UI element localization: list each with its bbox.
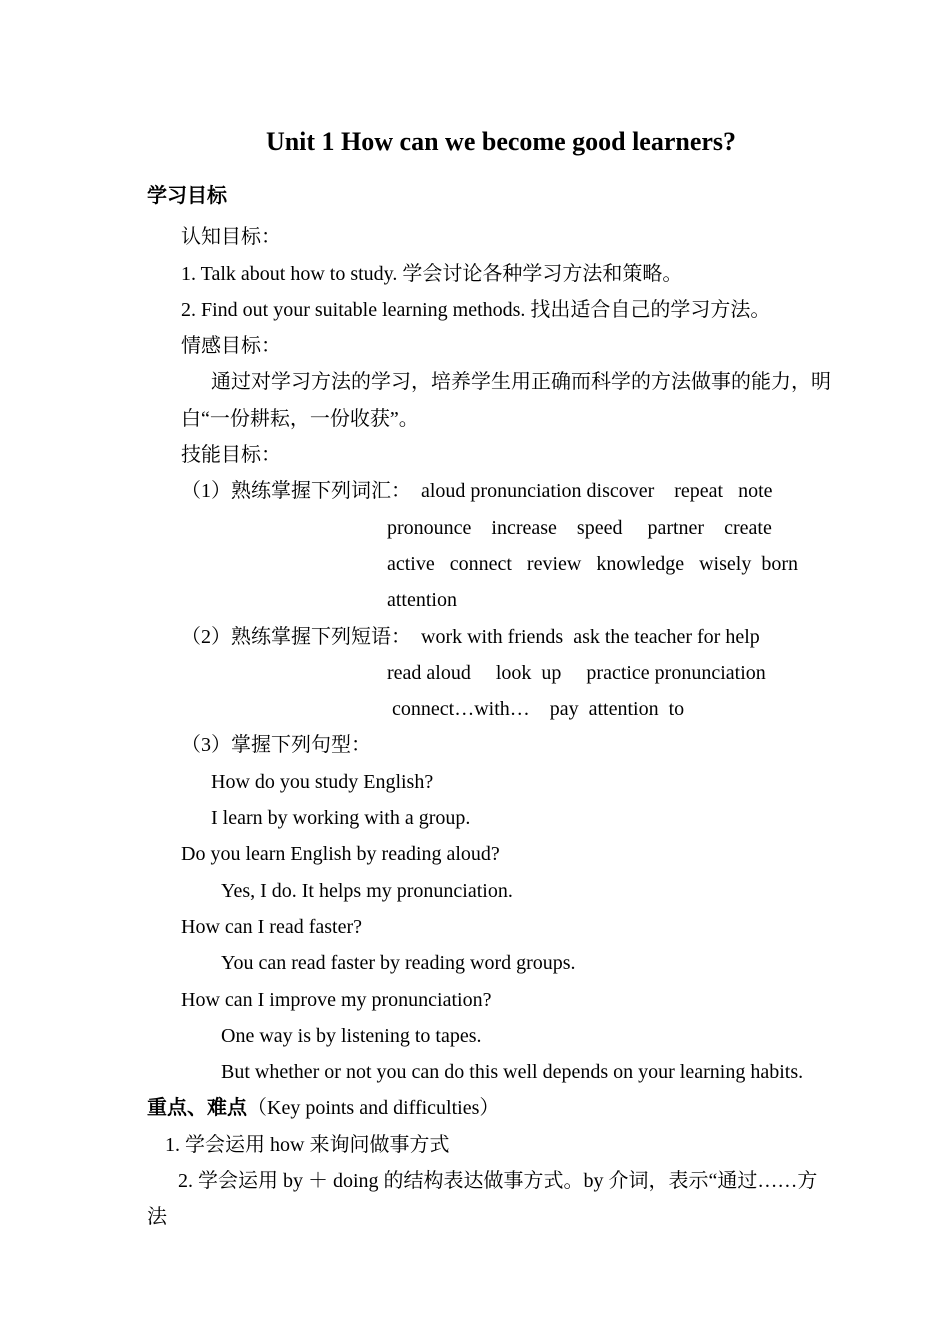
- emotional-goal-line: 通过对学习方法的学习，培养学生用正确而科学的方法做事的能力，明: [211, 371, 831, 394]
- vocab-list-label-line: （1）熟练掌握下列词汇： aloud pronunciation discover repeat note: [181, 480, 773, 503]
- keypoints-heading: [147, 1090, 855, 1126]
- vocab-list-line: active connect review knowledge wisely born: [387, 552, 798, 575]
- sentence-pattern: Yes, I do. It helps my pronunciation.: [221, 879, 513, 902]
- sentence-pattern: You can read faster by reading word groups.: [221, 952, 576, 975]
- cognitive-goal-item: 2. Find out your suitable learning methods. 找出适合自己的学习方法。: [181, 298, 771, 321]
- emotional-goal-line: 白“一份耕耘，一份收获”。: [181, 407, 419, 430]
- cognitive-goal-item: 1. Talk about how to study. 学会讨论各种学习方法和策略。: [181, 262, 683, 285]
- sentence-pattern: But whether or not you can do this well depends on your learning habits.: [221, 1061, 804, 1084]
- emotional-goals-heading: 情感目标：: [181, 335, 281, 358]
- sentence-pattern: How can I read faster?: [181, 915, 363, 938]
- keypoints-heading-bold: 重点、难点: [147, 1097, 247, 1120]
- sentence-pattern: How can I improve my pronunciation?: [181, 988, 492, 1011]
- sentence-pattern: Do you learn English by reading aloud?: [181, 843, 500, 866]
- sentence-pattern: One way is by listening to tapes.: [221, 1024, 482, 1047]
- document-title: Unit 1 How can we become good learners?: [265, 127, 737, 156]
- learning-goals-heading: 学习目标: [147, 185, 227, 207]
- keypoint-item: 1. 学会运用 how 来询问做事方式: [165, 1133, 450, 1156]
- vocab-list-line: pronounce increase speed partner create: [387, 516, 772, 539]
- keypoint-item: 2. 学会运用 by ＋ doing 的结构表达做事方式。by 介词，表示“通过……方: [178, 1170, 818, 1193]
- phrase-list-line: read aloud look up practice pronunciation: [387, 661, 766, 684]
- cognitive-goals-heading: 认知目标：: [181, 226, 281, 249]
- skill-goals-heading: 技能目标：: [181, 444, 281, 467]
- keypoints-heading-rest: （Key points and difficulties）: [247, 1097, 500, 1120]
- keypoint-item-continuation: 法: [147, 1206, 167, 1229]
- phrase-list-line: connect…with… pay attention to: [387, 698, 685, 721]
- sentence-pattern: I learn by working with a group.: [211, 807, 471, 830]
- phrase-list-label-line: （2）熟练掌握下列短语： work with friends ask the teacher for help: [181, 625, 760, 648]
- vocab-list-line: attention: [387, 589, 457, 612]
- sentence-pattern: How do you study English?: [211, 770, 434, 793]
- sentence-patterns-heading: （3）掌握下列句型：: [181, 734, 371, 757]
